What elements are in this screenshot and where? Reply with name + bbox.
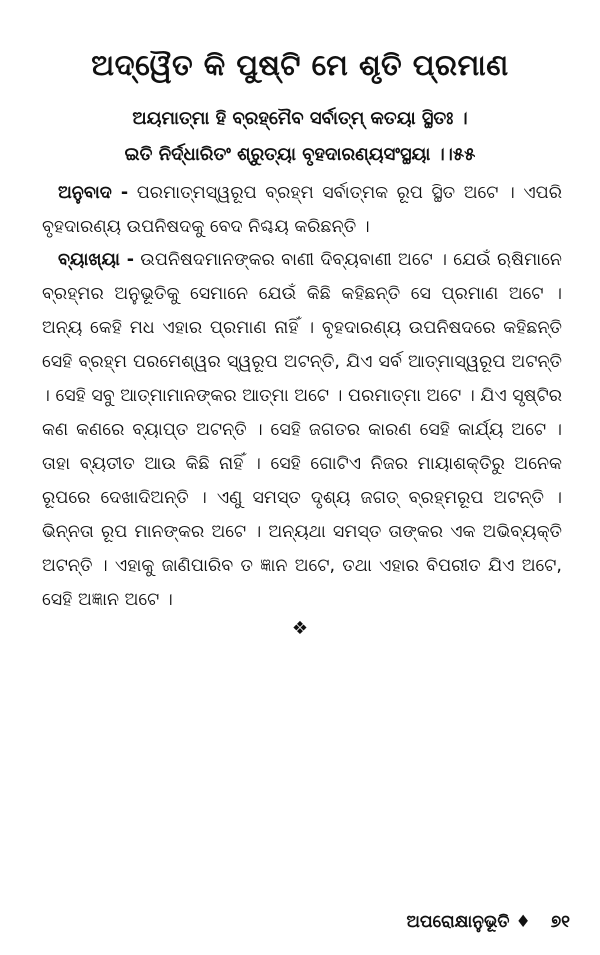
- diamond-separator-icon: ♦: [515, 912, 531, 932]
- page-footer: [406, 912, 570, 932]
- page-number: ୭୧: [550, 912, 570, 932]
- section-ornament: ❖: [291, 618, 309, 639]
- translation-label: ଅନୁବାଦ -: [58, 183, 129, 203]
- explanation-label: ବ୍ୟାଖ୍ୟା -: [58, 250, 134, 270]
- explanation-text: ଉପନିଷଦମାନଙ୍କର ବାଣୀ ଦିବ୍ୟବାଣୀ ଅଟେ । ଯେଉଁ ଋଷିମାନେ ବ୍ରହ୍ମର ଅନୁଭୂତିକୁ ସେମାନେ ଯେଉଁ କିଛି କହିଛନ୍ତି ସେ ପ୍ରମାଣ ଅଟେ । ଅନ୍ୟ କେହି ମଧ ଏହାର ପ୍ରମାଣ ନାହିଁ । ବୃହଦାରଣ୍ୟ ଉପନିଷଦରେ କହିଛନ୍ତି ସେହି ବ୍ରହ୍ମ ପରମେଶ୍ୱର ସ୍ୱରୂପ ଅଟନ୍ତି, ଯିଏ ସର୍ବ ଆତ୍ମାସ୍ୱରୂପ ଅଟନ୍ତି । ସେହି ସବୁ ଆତ୍ମାମାନଙ୍କର ଆତ୍ମା ଅଟେ । ପରମାତ୍ମା ଅଟେ । ଯିଏ ସୃଷ୍ଟିର କଣ କଣରେ ବ୍ୟାପ୍ତ ଅଟନ୍ତି । ସେହି ଜଗତର କାରଣ ସେହି କାର୍ଯ୍ୟ ଅଟେ । ତାହା ବ୍ୟତୀତ ଆଉ କିଛି ନାହିଁ । ସେହି ଗୋଟିଏ ନିଜର ମାୟାଶକ୍ତିରୁ ଅନେକ ରୂପରେ ଦେଖାଦିଅନ୍ତି । ଏଣୁ ସମସ୍ତ ଦୃଶ୍ୟ ଜଗତ୍ ବ୍ରହ୍ମରୂପ ଅଟନ୍ତି । ଭିନ୍ନତା ରୂପ ମାନଙ୍କର ଅଟେ । ଅନ୍ୟଥା ସମସ୍ତ ତାଙ୍କର ଏକ ଅଭିବ୍ୟକ୍ତି ଅଟନ୍ତି । ଏହାକୁ ଜାଣିପାରିବ ତ ଜ୍ଞାନ ଅଟେ, ତଥା ଏହାର ବିପରୀତ ଯିଏ ଅଟେ, ସେହି ଅଜ୍ଞାନ ଅଟେ ।: [42, 250, 562, 610]
- explanation-paragraph: [42, 243, 562, 617]
- verse-line-1: ଅୟମାତ୍ମା ହି ବ୍ରହ୍ମୈବ ସର୍ବାତ୍ମ୍ କତୟା ସ୍ଥିତଃ ।: [132, 108, 468, 129]
- page-title: ଅଦ୍ୱୈତ କି ପୁଷ୍ଟି ମେ ଶୃତି ପ୍ରମାଣ: [91, 48, 509, 82]
- translation-paragraph: [42, 176, 562, 244]
- verse-line-2: ଇତି ନିର୍ଦ୍ଧାରିତଂ ଶ୍ରୁତ୍ୟା ବୃହଦାରଣ୍ୟସଂସ୍ଥୟା ।।୫୫: [124, 144, 476, 165]
- footer-book-title: ଅପରୋକ୍ଷାନୁଭୂତି: [406, 912, 510, 932]
- translation-text: ପରମାତ୍ମସ୍ୱରୂପ ବ୍ରହ୍ମ ସର୍ବାତ୍ମକ ରୂପ ସ୍ଥିତ ଅଟେ । ଏପରି ବୃହଦାରଣ୍ୟ ଉପନିଷଦକୁ ବେଦ ନିଶ୍ଚୟ କରିଛନ୍ତି ।: [42, 183, 563, 237]
